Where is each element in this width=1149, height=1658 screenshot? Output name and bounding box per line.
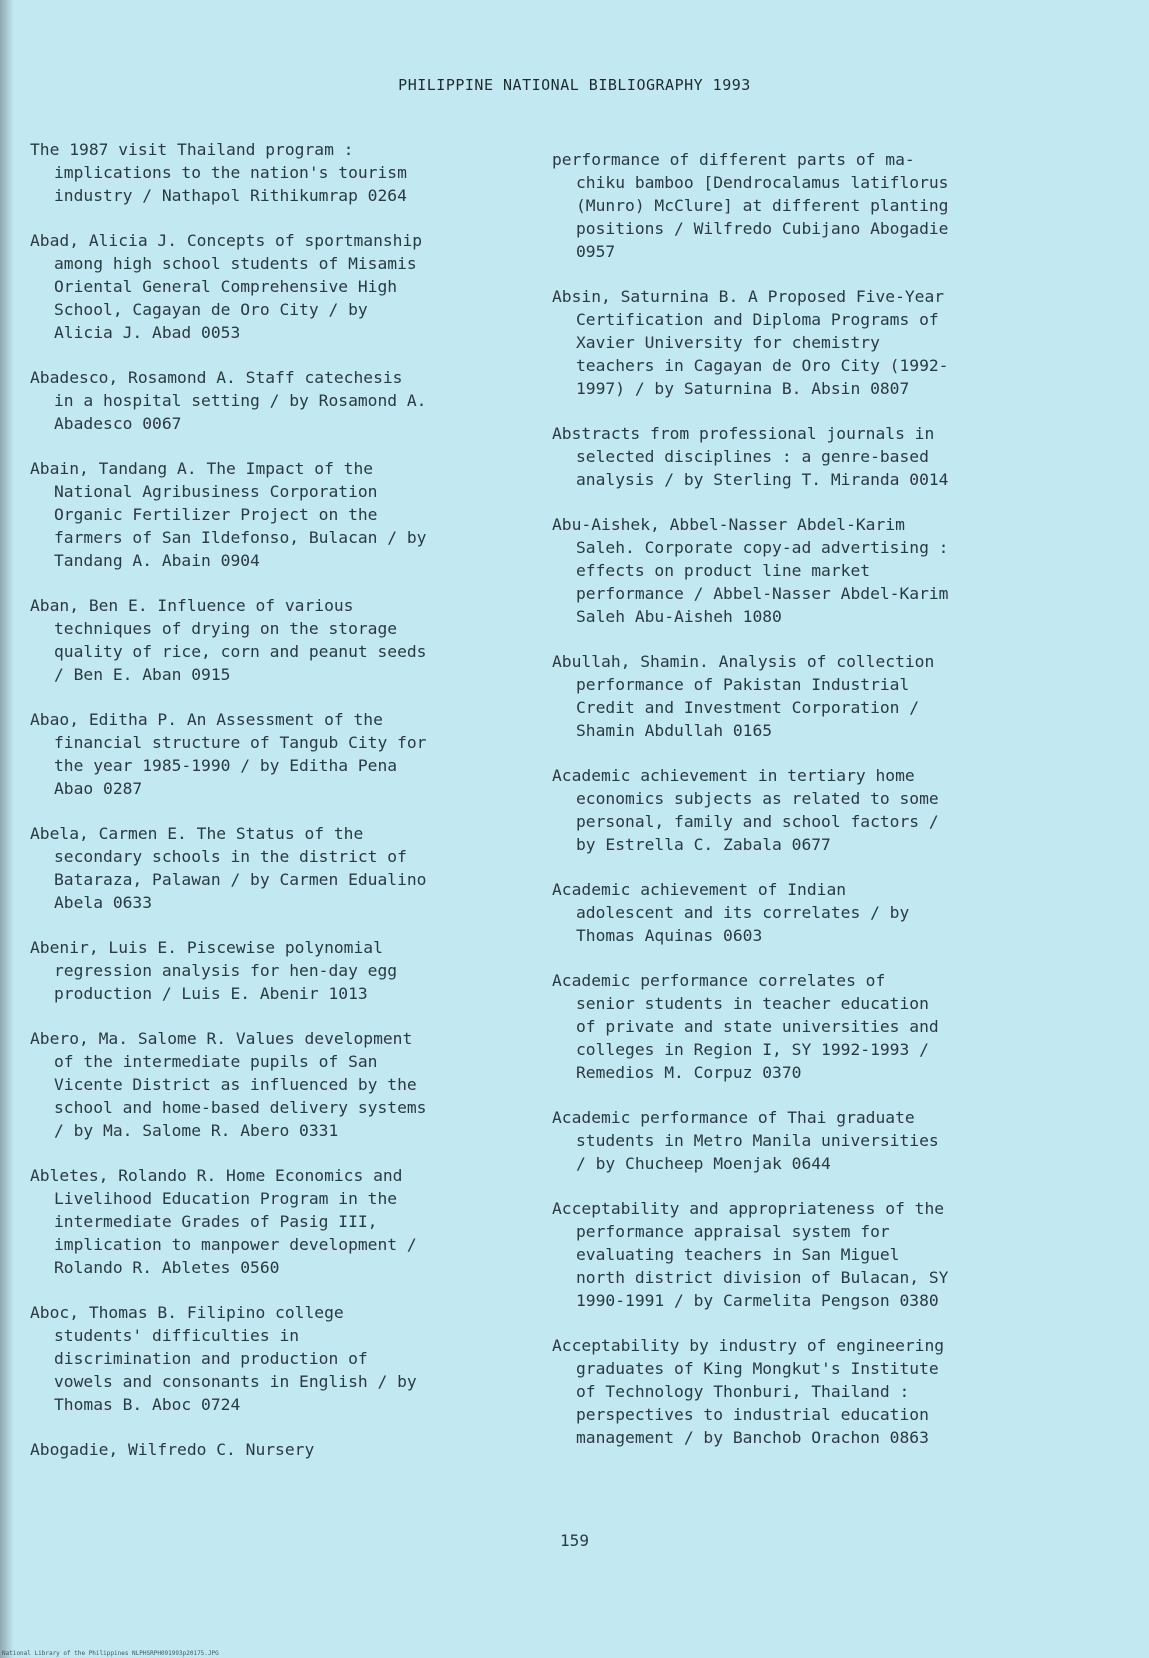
bibliography-entry: Abstracts from professional journals in selected disciplines : a genre-based analysis / by Sterling T. Miranda 0014 (552, 424, 949, 489)
page-number: 159 (560, 1531, 589, 1550)
bibliography-entry: Absin, Saturnina B. A Proposed Five-Year Certification and Diploma Programs of Xavier University for chemistry teachers in Cagayan de Oro City (1992- 1997) / by Saturnina B. Absin 0807 (552, 287, 949, 398)
bibliography-entry: Abad, Alicia J. Concepts of sportmanship among high school students of Misamis Oriental General Comprehensive High School, Cagayan de Oro City / by Alicia J. Abad 0053 (30, 231, 423, 342)
bibliography-entry: Abenir, Luis E. Piscewise polynomial regression analysis for hen-day egg production / Luis E. Abenir 1013 (30, 938, 398, 1003)
bibliography-entry-continued: performance of different parts of ma- chiku bamboo [Dendrocalamus latiflorus (Munro) McClure] at different planting positions / Wilfredo Cubijano Abogadie 0957 (552, 150, 949, 261)
page-header: PHILIPPINE NATIONAL BIBLIOGRAPHY 1993 (398, 76, 751, 94)
bibliography-entry: Abela, Carmen E. The Status of the secondary schools in the district of Bataraza, Palawan / by Carmen Edualino Abela 0633 (30, 824, 427, 912)
bibliography-entry: Abadesco, Rosamond A. Staff catechesis in a hospital setting / by Rosamond A. Abadesco 0067 (30, 368, 427, 433)
bibliography-entry: Abao, Editha P. An Assessment of the financial structure of Tangub City for the year 1985-1990 / by Editha Pena Abao 0287 (30, 710, 427, 798)
bibliography-entry: Academic performance correlates of senior students in teacher education of private and state universities and colleges in Region I, SY 1992-1993 / Remedios M. Corpuz 0370 (552, 971, 939, 1082)
bibliography-entry: Abain, Tandang A. The Impact of the National Agribusiness Corporation Organic Fertilizer Project on the farmers of San Ildefonso, Bulacan / by Tandang A. Abain 0904 (30, 459, 427, 570)
bibliography-entry: Abero, Ma. Salome R. Values development of the intermediate pupils of San Vicente District as influenced by the school and home-based delivery systems / by Ma. Salome R. Abero 0331 (30, 1029, 427, 1140)
left-column (30, 138, 508, 1483)
bibliography-entry: Acceptability by industry of engineering graduates of King Mongkut's Institute of Technology Thonburi, Thailand : perspectives to industrial education management / by Banchob Orachon 0863 (552, 1336, 945, 1447)
bibliography-entry: Academic performance of Thai graduate students in Metro Manila universities / by Chucheep Moenjak 0644 (552, 1108, 939, 1173)
bibliography-entry: Abogadie, Wilfredo C. Nursery (30, 1440, 315, 1459)
scan-binding-edge (0, 0, 14, 1658)
bibliography-entry: Aban, Ben E. Influence of various techniques of drying on the storage quality of rice, corn and peanut seeds / Ben E. Aban 0915 (30, 596, 427, 684)
right-column (552, 148, 1027, 1471)
bibliography-entry: Aboc, Thomas B. Filipino college students' difficulties in discrimination and production of vowels and consonants in English / by Thomas B. Aboc 0724 (30, 1303, 417, 1414)
bibliography-entry: Abu-Aishek, Abbel-Nasser Abdel-Karim Saleh. Corporate copy-ad advertising : effects on product line market performance / Abbel-Nasser Abdel-Karim Saleh Abu-Aisheh 1080 (552, 515, 949, 626)
scan-credit: National Library of the Philippines NLPHSRPH091993p20175.JPG (2, 1650, 219, 1657)
bibliography-entry: Academic achievement of Indian adolescent and its correlates / by Thomas Aquinas 0603 (552, 880, 910, 945)
bibliography-entry: Acceptability and appropriateness of the performance appraisal system for evaluating teachers in San Miguel north district division of Bulacan, SY 1990-1991 / by Carmelita Pengson 0380 (552, 1199, 949, 1310)
bibliography-entry: Abletes, Rolando R. Home Economics and Livelihood Education Program in the intermediate Grades of Pasig III, implication to manpower development / Rolando R. Abletes 0560 (30, 1166, 417, 1277)
bibliography-entry: Abullah, Shamin. Analysis of collection performance of Pakistan Industrial Credit and Investment Corporation / Shamin Abdullah 0165 (552, 652, 935, 740)
bibliography-entry: The 1987 visit Thailand program : implications to the nation's tourism industry / Nathapol Rithikumrap 0264 (30, 140, 407, 205)
bibliography-entry: Academic achievement in tertiary home economics subjects as related to some personal, family and school factors / by Estrella C. Zabala 0677 (552, 766, 939, 854)
